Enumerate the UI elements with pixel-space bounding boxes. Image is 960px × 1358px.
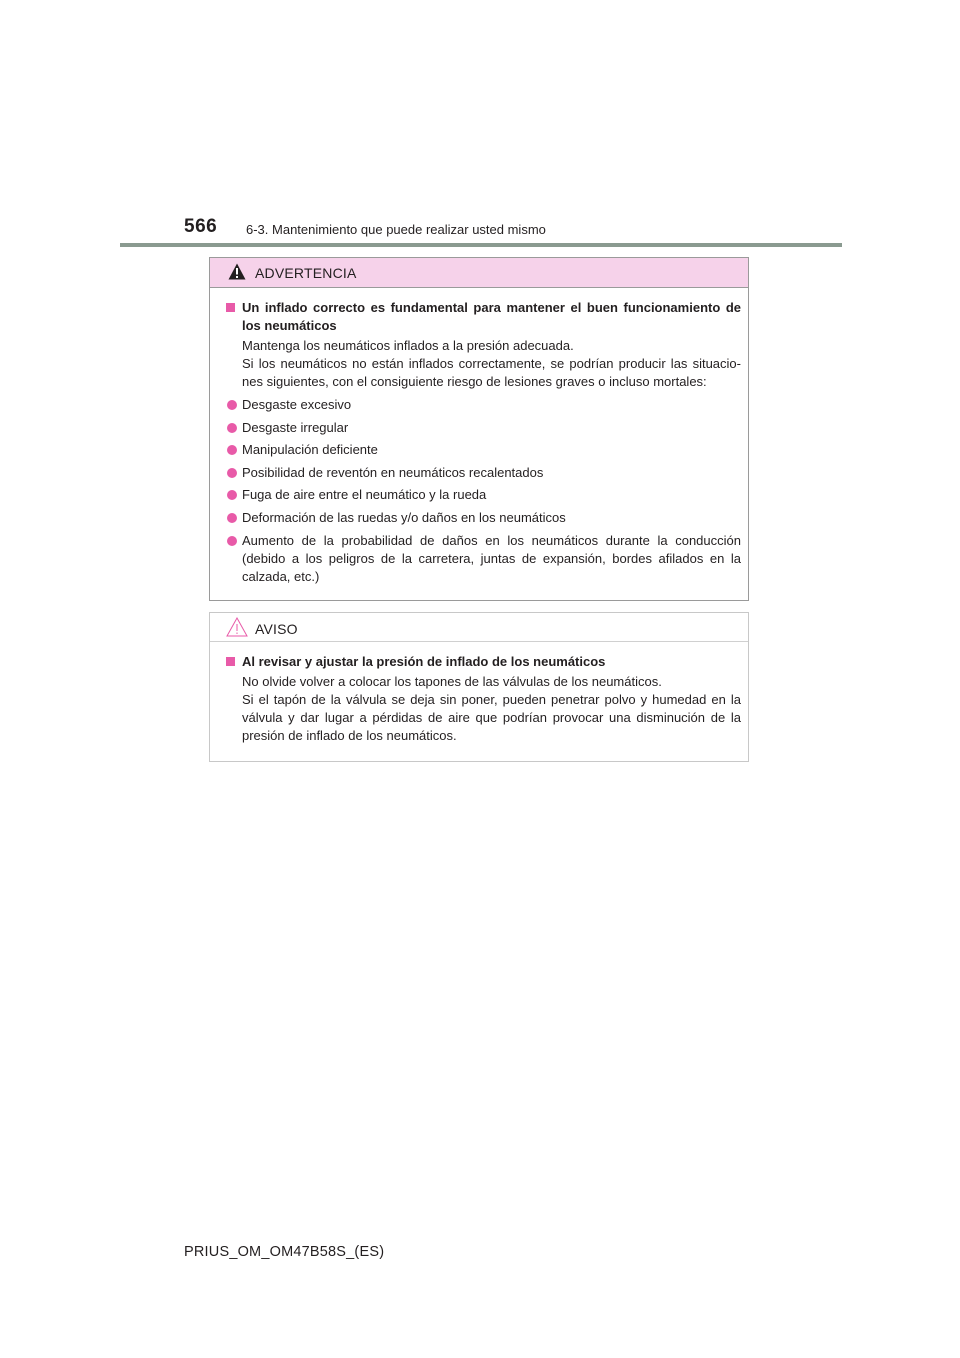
warning-paragraph: Mantenga los neumáticos inflados a la presión adecuada. <box>242 338 574 353</box>
bullet-dot-icon <box>227 513 237 523</box>
bullet-dot-icon <box>227 400 237 410</box>
document-code: PRIUS_OM_OM47B58S_(ES) <box>184 1244 385 1260</box>
list-item <box>222 464 741 482</box>
list-item-text: Fuga de aire entre el neumático y la rueda <box>242 487 487 503</box>
notice-label: AVISO <box>255 621 298 637</box>
list-item-text: Desgaste excesivo <box>242 397 352 412</box>
warning-triangle-icon <box>228 263 246 280</box>
notice-paragraph: No olvide volver a colocar los tapones de las válvulas de los neumáticos. <box>242 674 662 689</box>
bullet-dot-icon <box>227 490 237 500</box>
list-item <box>222 396 741 414</box>
notice-heading-text: Al revisar y ajustar la presión de inflado de los neumáticos <box>242 654 606 669</box>
list-item <box>222 509 741 527</box>
warning-box <box>209 257 749 601</box>
section-title: 6-3. Mantenimiento que puede realizar usted mismo <box>246 222 546 237</box>
warning-list <box>222 396 741 586</box>
list-item-text: Aumento de la probabilidad de daños en los neumáticos durante la conducción (debido a los peligros de la carretera, juntas de expansión, bordes afilados en la calzada, etc.) <box>242 532 741 584</box>
list-item <box>222 532 741 586</box>
square-bullet-icon <box>226 303 235 312</box>
notice-paragraph: Si el tapón de la válvula se deja sin poner, pueden penetrar polvo y humedad en la válvula y dar lugar a pérdidas de aire que podrían provocar una disminución de la presión de inflado de los neumáticos. <box>242 692 741 743</box>
warning-paragraph: Si los neumáticos no están inflados correctamente, se podrían producir las situacio-nes siguientes, con el consiguiente riesgo de lesiones graves o incluso mortales: <box>242 356 741 389</box>
notice-header <box>210 613 748 642</box>
notice-heading <box>222 653 741 671</box>
bullet-dot-icon <box>227 468 237 478</box>
bullet-dot-icon <box>227 445 237 455</box>
warning-body <box>210 288 748 586</box>
square-bullet-icon <box>226 657 235 666</box>
list-item-text: Posibilidad de reventón en neumáticos recalentados <box>242 464 544 480</box>
warning-label: ADVERTENCIA <box>255 265 357 281</box>
bullet-dot-icon <box>227 423 237 433</box>
bullet-dot-icon <box>227 536 237 546</box>
list-item <box>222 419 741 437</box>
header-divider <box>120 243 842 247</box>
list-item <box>222 441 741 459</box>
list-item-text: Desgaste irregular <box>242 419 349 435</box>
notice-body <box>210 642 748 745</box>
notice-box <box>209 612 749 762</box>
page-number: 566 <box>184 216 218 237</box>
caution-outline-triangle-icon <box>226 617 248 637</box>
warning-header <box>210 258 748 288</box>
warning-heading <box>222 299 741 335</box>
list-item <box>222 486 741 504</box>
warning-heading-text: Un inflado correcto es fundamental para mantener el buen funcionamiento de los neumáticos <box>242 300 741 333</box>
list-item-text: Deformación de las ruedas y/o daños en los neumáticos <box>242 509 566 525</box>
list-item-text: Manipulación deficiente <box>242 442 378 458</box>
